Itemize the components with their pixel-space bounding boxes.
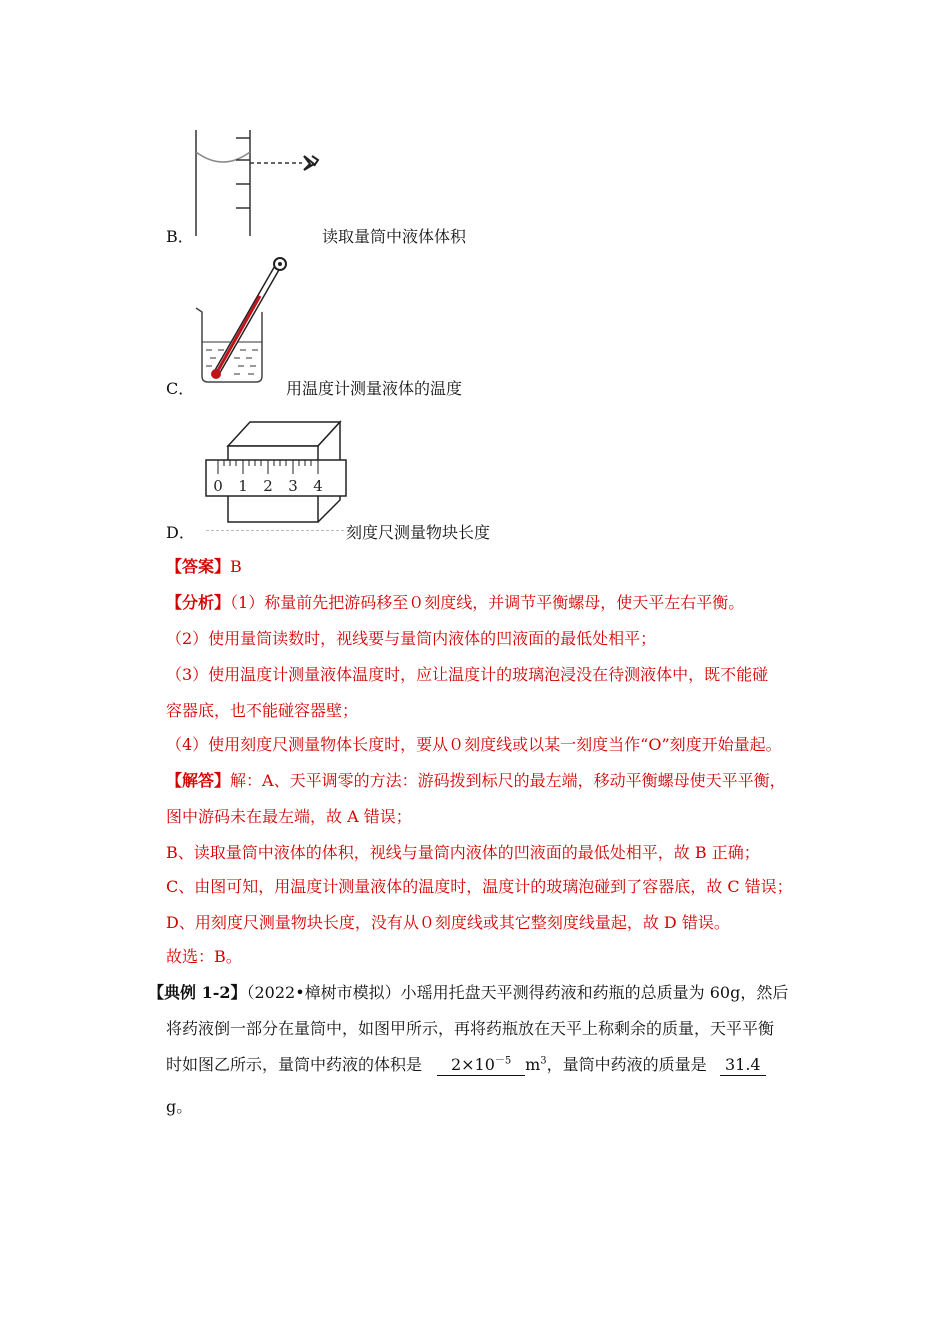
scan-residue-dots: [206, 530, 344, 531]
solution-line-5: D、用刻度尺测量物块长度，没有从０刻度线或其它整刻度线量起，故 D 错误。: [166, 913, 730, 932]
option-letter: C．: [166, 379, 195, 398]
ruler-tick-label: 1: [238, 477, 248, 495]
example-line-2: 将药液倒一部分在量筒中，如图甲所示，再将药瓶放在天平上称剩余的质量，天平平衡: [166, 1019, 775, 1038]
example-line-4: g。: [166, 1097, 193, 1116]
solution-line-3: B、读取量筒中液体的体积，视线与量筒内液体的凹液面的最低处相平，故 B 正确；: [166, 843, 760, 862]
option-b-caption: 读取量筒中液体体积: [322, 227, 467, 246]
option-b: [166, 226, 194, 248]
answer-value: B: [230, 557, 242, 576]
ruler-tick-label: 3: [288, 477, 298, 495]
solution-line-2: 图中游码未在最左端，故 A 错误；: [166, 807, 412, 826]
analysis-line-1: 【分析】（1）称量前先把游码移至０刻度线，并调节平衡螺母，使天平左右平衡。: [166, 593, 745, 612]
option-d-caption: 刻度尺测量物块长度: [346, 523, 491, 542]
example-line-3: 时如图乙所示，量筒中药液的体积是 $2\times 10^{-5}$ $m^3$，量筒中药液的质量是 31.4: [166, 1054, 766, 1076]
example-tag: 【典例 1-2】: [148, 983, 247, 1002]
option-letter: D．: [166, 523, 195, 542]
option-letter: B．: [166, 227, 194, 246]
answer-tag: 【答案】: [166, 557, 231, 576]
example-line-1: 【典例 1-2】（2022•樟树市模拟）小瑶用托盘天平测得药液和药瓶的总质量为 60g，然后: [148, 983, 789, 1002]
analysis-tag: 【分析】: [166, 593, 231, 612]
analysis-line-3: （3）使用温度计测量液体温度时，应让温度计的玻璃泡浸没在待测液体中，既不能碰: [166, 665, 769, 684]
option-c: [166, 378, 194, 400]
analysis-line-5: （4）使用刻度尺测量物体长度时，要从０刻度线或以某一刻度当作“O”刻度开始量起。: [166, 735, 782, 754]
thermometer-beaker-figure: [190, 256, 290, 386]
solution-conclusion: 故选：B。: [166, 947, 242, 966]
ruler-tick-label: 4: [313, 477, 323, 495]
solution-line-1: 【解答】解：A、天平调零的方法：游码拨到标尺的最左端，移动平衡螺母使天平平衡，: [166, 771, 786, 790]
answer-blank-mass: 31.4: [720, 1055, 766, 1076]
solution-line-4: C、由图可知，用温度计测量液体的温度时，温度计的玻璃泡碰到了容器底，故 C 错误；: [166, 877, 793, 896]
ruler-tick-label: 2: [263, 477, 273, 495]
solution-tag: 【解答】: [166, 771, 231, 790]
option-c-caption: 用温度计测量液体的温度: [286, 379, 463, 398]
answer-blank-volume: $2\times 10^{-5}$: [437, 1055, 525, 1076]
analysis-line-4: 容器底，也不能碰容器壁；: [166, 701, 359, 720]
ruler-tick-label: 0: [213, 477, 223, 495]
ruler-block-figure: [194, 418, 350, 526]
option-d: [166, 522, 195, 544]
volume-unit: $m^3$: [525, 1055, 547, 1074]
analysis-line-2: （2）使用量筒读数时，视线要与量筒内液体的凹液面的最低处相平；: [166, 629, 657, 648]
answer-line: [166, 556, 242, 578]
graduated-cylinder-figure: [190, 126, 330, 238]
